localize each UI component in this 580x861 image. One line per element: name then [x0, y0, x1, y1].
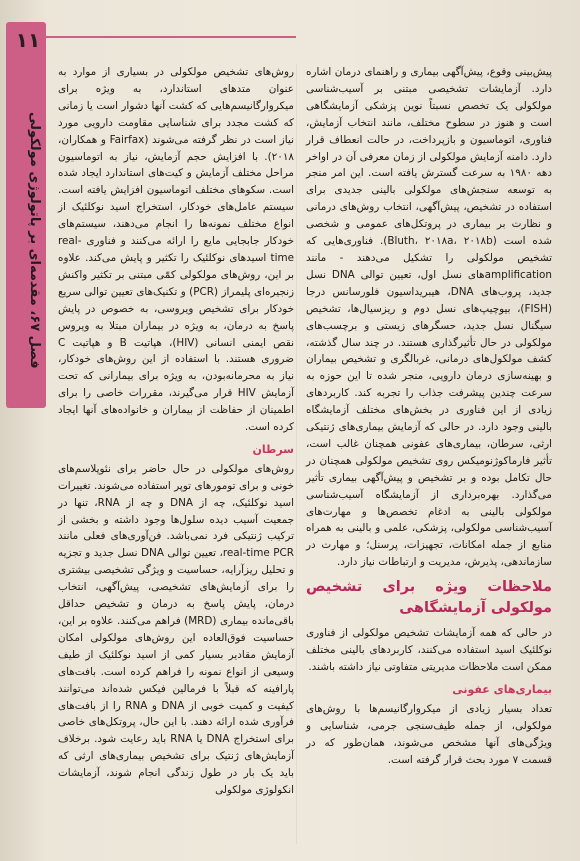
left-paragraph-cancer: روش‌های مولکولی در حال حاضر برای نئوپلاسم‌های خونی و برای تومورهای توپر استفاده می‌شوند. تغییرات اسید نوکلئیک، چه از DNA و چه از RNA، تنها در جمعیت آسیب دیده سلول‌ها وجود داشته و بخشی از ترکیب ژنتیکی فرد نمی‌باشد. فن‌آوری‌های فعلی مانند real-time PCR، تعیین توالی DNA نسل جدید و تجزیه و تحلیل ریزآرایه، حساسیت و ویژگی تشخیصی بیشتری را برای آزمایش‌های تشخیصی، پیش‌آگهی، انتخاب درمان، پایش پاسخ به درمان و تشخیص حداقل باقی‌مانده بیماری (MRD) فراهم می‌کنند. علاوه بر این، حساسیت فوق‌العاده این روش‌های مولکولی امکان آزمایش مقادیر بسیار کمی از اسید نوکلئیک از طیف وسیعی از انواع نمونه را فراهم کرده است. بافت‌های پارافینه که قبلاً با فرمالین فیکس شده‌اند می‌توانند کیفیت و کمیت خوبی از DNA و RNA را از بافت‌های فرآوری شده ارائه دهند. با این حال، پروتکل‌های خاصی برای استخراج DNA یا RNA باید رعایت شود. برخلاف آزمایش‌های ژنتیک برای تشخیص بیماری‌های ارثی که باید یک بار در طول زندگی انجام شوند، آزمایشات انکولوژی مولکولی: [58, 462, 295, 797]
right-column: [306, 64, 552, 768]
left-column: [58, 64, 294, 799]
section-heading: ملاحظات ویژه برای تشخیص مولکولی آزمایشگاهی: [306, 579, 552, 617]
page-number: ۱۱: [15, 28, 41, 52]
left-paragraph-automation: روش‌های تشخیص مولکولی در بسیاری از موارد به عنوان متدهای استاندارد، به ویژه برای میکروارگانیسم‌هایی که کشت آنها دشوار است یا زمانی که کشت مجدد برای شناسایی مقاومت دارویی مورد نیاز است در نظر گرفته می‌شوند (Fairfax و همکاران، ۲۰۱۸). با افزایش حجم آزمایش، نیاز به اتوماسیون مراحل مختلف آزمایش و کیت‌های استاندارد ایجاد شده است. سکوهای مختلف اتوماسیون افزایش یافته است. سیستم عامل‌های خودکار، استخراج اسید نوکلئیک از انواع مختلف نمونه‌ها را انجام می‌دهند، سیستم‌های خودکار جابجایی مایع را ارائه می‌کنند و فناوری real-time اسیدهای نوکلئیک را تکثیر و پایش می‌کند. علاوه بر این، روش‌های مولکولی کمّی مبتنی بر تکثیر واکنش زنجیره‌ای پلیمراز (PCR) و تکنیک‌های تعیین توالی سریع خودکار برای تشخیص ویروسی، به خصوص در پایش پاسخ به درمان، به ویژه در بیماران مبتلا به ویروس نقص ایمنی انسانی (HIV)، هپاتیت B و هپاتیت C ضروری هستند. با استفاده از این روش‌های خودکار، نیاز به محرمانه‌بودن، به ویژه برای بیمارانی که تحت آزمایش HIV قرار می‌گیرند، مقررات خاصی را برای اطمینان از حفاظت از بیماران و خانواده‌های آنها ایجاد کرده است.: [58, 66, 295, 434]
cancer-heading: سرطان: [252, 442, 294, 456]
right-paragraph-intro: پیش‌بینی وقوع، پیش‌آگهی بیماری و راهنمای درمان اشاره دارد. آزمایشات تشخیصی مبتنی بر آسیب‌شناسی مولکولی یک تخصص نسبتاً نوین پزشکی آزمایشگاهی است و هنوز در سطوح مختلف، مانند انتخاب آزمایش، فناوری، اتوماسیون و بازپرداخت، در حالت انعطاف قرار دارد. دامنه آزمایش مولکولی از زمان معرفی آن در اواخر دهه ۱۹۸۰ به سرعت گسترش یافته است. این امر منجر به توسعه سنجش‌های مولکولی بالینی جدیدی برای استفاده در تشخیص، پیش‌آگهی، انتخاب روش‌های درمانی و نظارت بر بیماری در پروتکل‌های عمومی و شخصی شده است (Bluth، ۲۰۱۸a، ۲۰۱۸b). فناوری‌هایی که تشخیص مولکولی را تشکیل می‌دهند - مانند amplificationهای نسل اول، تعیین توالی DNA نسل جدید، پروب‌های DNA، هیبریداسیون فلورسانس درجا (FISH)، بیوچیپ‌های نسل دوم و ریزسیال‌ها، تشخیص سیگنال نسل جدید، حسگرهای زیستی و برچسب‌های مولکولی در حال تأثیرگذاری هستند. در چند سال گذشته، کشف مولکول‌های درمانی، غربالگری و تشخیص بیماران و بهینه‌سازی درمان دارویی، منجر شده تا این حوزه به سرعت چندین پیشرفت جذاب را تجربه کند. کاربردهای زیادی از این فناوری در بخش‌های مختلف آزمایشگاه بالینی وجود دارد. در حالی که آزمایش بیماری‌های ژنتیکی ارثی، سرطان، بیماری‌های عفونی همچنان غالب است، تأثیر فارماکوژنومیکس روی تشخیص مولکولی همچنان در حال تکامل بوده و بر تشخیص و پیش‌آگهی بیماری تأثیر می‌گذارد. بهره‌برداری از آزمایشگاه آسیب‌شناسی مولکولی بالینی به ادغام تخصص‌ها و مهارت‌های آسیب‌شناسی مولکولی، پزشکی، علمی و بالینی به همراه منابع از جمله امکانات، تجهیزات، پرسنل؛ و مهارت در سازماندهی، پذیرش، مدیریت و ارتباطات نیاز دارد.: [306, 66, 553, 569]
column-gutter: [296, 64, 297, 844]
header-rule: [46, 36, 296, 38]
right-paragraph-infectious: تعداد بسیار زیادی از میکروارگانیسم‌ها با روش‌های مولکولی، از جمله طیف‌سنجی جرمی، شناسایی و ویژگی‌های آنها مشخص می‌شوند، همان‌طور که در قسمت ۷ مورد بحث قرار گرفته است.: [306, 702, 552, 766]
infectious-disease-heading: بیماری‌های عفونی: [452, 682, 552, 696]
chapter-title: فصل ۶۷، مقدمه‌ای بر پاتولوژی مولکولی: [27, 111, 42, 369]
right-paragraph-considerations: در حالی که همه آزمایشات تشخیص مولکولی از فناوری نوکلئیک اسید استفاده می‌کنند، کاربردهای بالینی مختلف ممکن است ملاحظات مدیریتی متفاوتی نیاز داشته باشند.: [306, 627, 552, 673]
